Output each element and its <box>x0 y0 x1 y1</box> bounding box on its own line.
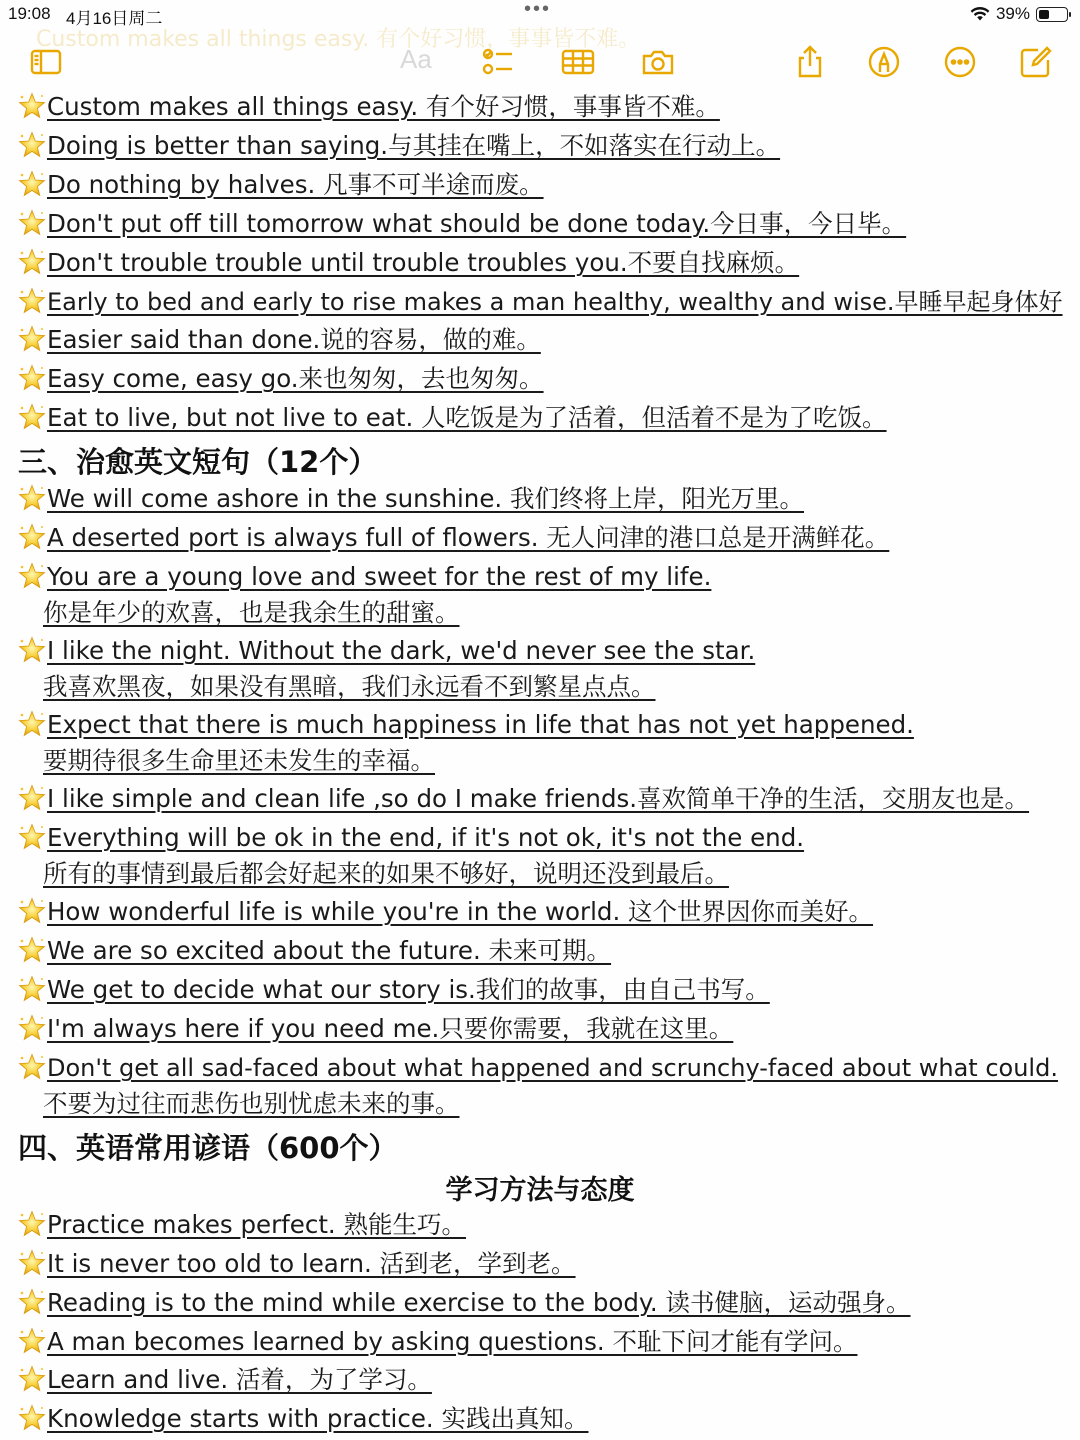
note-line: Early to bed and early to rise makes a man healthy, wealthy and wise.早睡早起身体好 <box>18 287 1063 317</box>
note-line: Reading is to the mind while exercise to the body. 读书健脑，运动强身。 <box>18 1288 911 1318</box>
star-emoji-icon <box>18 1365 46 1393</box>
note-line: Learn and live. 活着，为了学习。 <box>18 1365 432 1395</box>
more-icon[interactable] <box>940 42 980 82</box>
note-line: I like simple and clean life ,so do I make friends.喜欢简单干净的生活，交朋友也是。 <box>18 784 1029 814</box>
note-line: We will come ashore in the sunshine. 我们终将上岸，阳光万里。 <box>18 484 804 514</box>
note-line: I'm always here if you need me.只要你需要，我就在这里。 <box>18 1014 733 1044</box>
note-line: Easier said than done.说的容易，做的难。 <box>18 325 541 355</box>
note-line: A man becomes learned by asking questions. 不耻下问才能有学问。 <box>18 1327 857 1357</box>
markup-pen-icon[interactable] <box>864 42 904 82</box>
section-heading: 三、治愈英文短句（12个） <box>18 445 378 479</box>
star-emoji-icon <box>18 364 46 392</box>
star-emoji-icon <box>18 784 46 812</box>
star-emoji-icon <box>18 1327 46 1355</box>
note-line: Eat to live, but not live to eat. 人吃饭是为了活着，但活着不是为了吃饭。 <box>18 403 887 433</box>
star-emoji-icon <box>18 636 46 664</box>
format-button[interactable]: Aa <box>400 44 432 74</box>
star-emoji-icon <box>18 897 46 925</box>
wifi-icon <box>970 6 990 22</box>
sub-heading: 学习方法与态度 <box>445 1175 635 1206</box>
star-emoji-icon <box>18 287 46 315</box>
note-line: Easy come, easy go.来也匆匆，去也匆匆。 <box>18 364 544 394</box>
section-heading: 四、英语常用谚语（600个） <box>18 1131 398 1165</box>
multitasking-dots-icon[interactable]: ••• <box>524 0 552 20</box>
battery-percent: 39% <box>995 4 1030 23</box>
note-line: Practice makes perfect. 熟能生巧。 <box>18 1210 466 1240</box>
note-line-continuation: 我喜欢黑夜，如果没有黑暗，我们永远看不到繁星点点。 <box>43 672 656 701</box>
camera-icon[interactable] <box>638 42 678 82</box>
note-line: Expect that there is much happiness in life that has not yet happened. <box>18 710 914 740</box>
note-line: Doing is better than saying.与其挂在嘴上，不如落实在行动上。 <box>18 131 780 161</box>
star-emoji-icon <box>18 823 46 851</box>
star-emoji-icon <box>18 975 46 1003</box>
note-line: Custom makes all things easy. 有个好习惯，事事皆不难。 <box>18 92 720 122</box>
compose-icon[interactable] <box>1016 42 1056 82</box>
star-emoji-icon <box>18 1404 46 1432</box>
note-line-continuation: 不要为过往而悲伤也别忧虑未来的事。 <box>43 1089 460 1118</box>
star-emoji-icon <box>18 1249 46 1277</box>
note-line-continuation: 要期待很多生命里还未发生的幸福。 <box>43 746 435 775</box>
notes-toolbar <box>0 27 1080 92</box>
note-line: Everything will be ok in the end, if it's not ok, it's not the end. <box>18 823 804 853</box>
status-date: 4月16日周二 <box>66 9 163 28</box>
table-icon[interactable] <box>558 42 598 82</box>
star-emoji-icon <box>18 1210 46 1238</box>
battery-icon <box>1036 7 1068 22</box>
star-emoji-icon <box>18 936 46 964</box>
star-emoji-icon <box>18 523 46 551</box>
share-icon[interactable] <box>790 42 830 82</box>
note-line: Don't trouble trouble until trouble troubles you.不要自找麻烦。 <box>18 248 799 278</box>
sidebar-icon[interactable] <box>26 42 66 82</box>
star-emoji-icon <box>18 403 46 431</box>
note-line: Don't put off till tomorrow what should be done today.今日事，今日毕。 <box>18 209 906 239</box>
star-emoji-icon <box>18 325 46 353</box>
note-line: How wonderful life is while you're in the world. 这个世界因你而美好。 <box>18 897 873 927</box>
status-indicators <box>970 4 1068 24</box>
note-line: We are so excited about the future. 未来可期。 <box>18 936 611 966</box>
note-line: Don't get all sad-faced about what happened and scrunchy-faced about what could. <box>18 1053 1058 1083</box>
star-emoji-icon <box>18 1053 46 1081</box>
note-line: Knowledge starts with practice. 实践出真知。 <box>18 1404 589 1434</box>
star-emoji-icon <box>18 1288 46 1316</box>
note-line: We get to decide what our story is.我们的故事，由自己书写。 <box>18 975 770 1005</box>
note-line: You are a young love and sweet for the rest of my life. <box>18 562 711 592</box>
note-line-continuation: 你是年少的欢喜，也是我余生的甜蜜。 <box>43 598 460 627</box>
note-line: It is never too old to learn. 活到老，学到老。 <box>18 1249 576 1279</box>
note-line-continuation: 所有的事情到最后都会好起来的如果不够好，说明还没到最后。 <box>43 859 729 888</box>
note-line: Do nothing by halves. 凡事不可半途而废。 <box>18 170 544 200</box>
star-emoji-icon <box>18 131 46 159</box>
star-emoji-icon <box>18 562 46 590</box>
scrolled-title: Custom makes all things easy. 有个好习惯，事事皆不难。 <box>36 27 641 52</box>
star-emoji-icon <box>18 209 46 237</box>
note-line: I like the night. Without the dark, we'd never see the star. <box>18 636 755 666</box>
checklist-icon[interactable] <box>478 42 518 82</box>
star-emoji-icon <box>18 92 46 120</box>
star-emoji-icon <box>18 1014 46 1042</box>
star-emoji-icon <box>18 170 46 198</box>
star-emoji-icon <box>18 710 46 738</box>
note-line: A deserted port is always full of flowers. 无人问津的港口总是开满鲜花。 <box>18 523 889 553</box>
star-emoji-icon <box>18 248 46 276</box>
status-time: 19:08 <box>8 4 51 23</box>
star-emoji-icon <box>18 484 46 512</box>
